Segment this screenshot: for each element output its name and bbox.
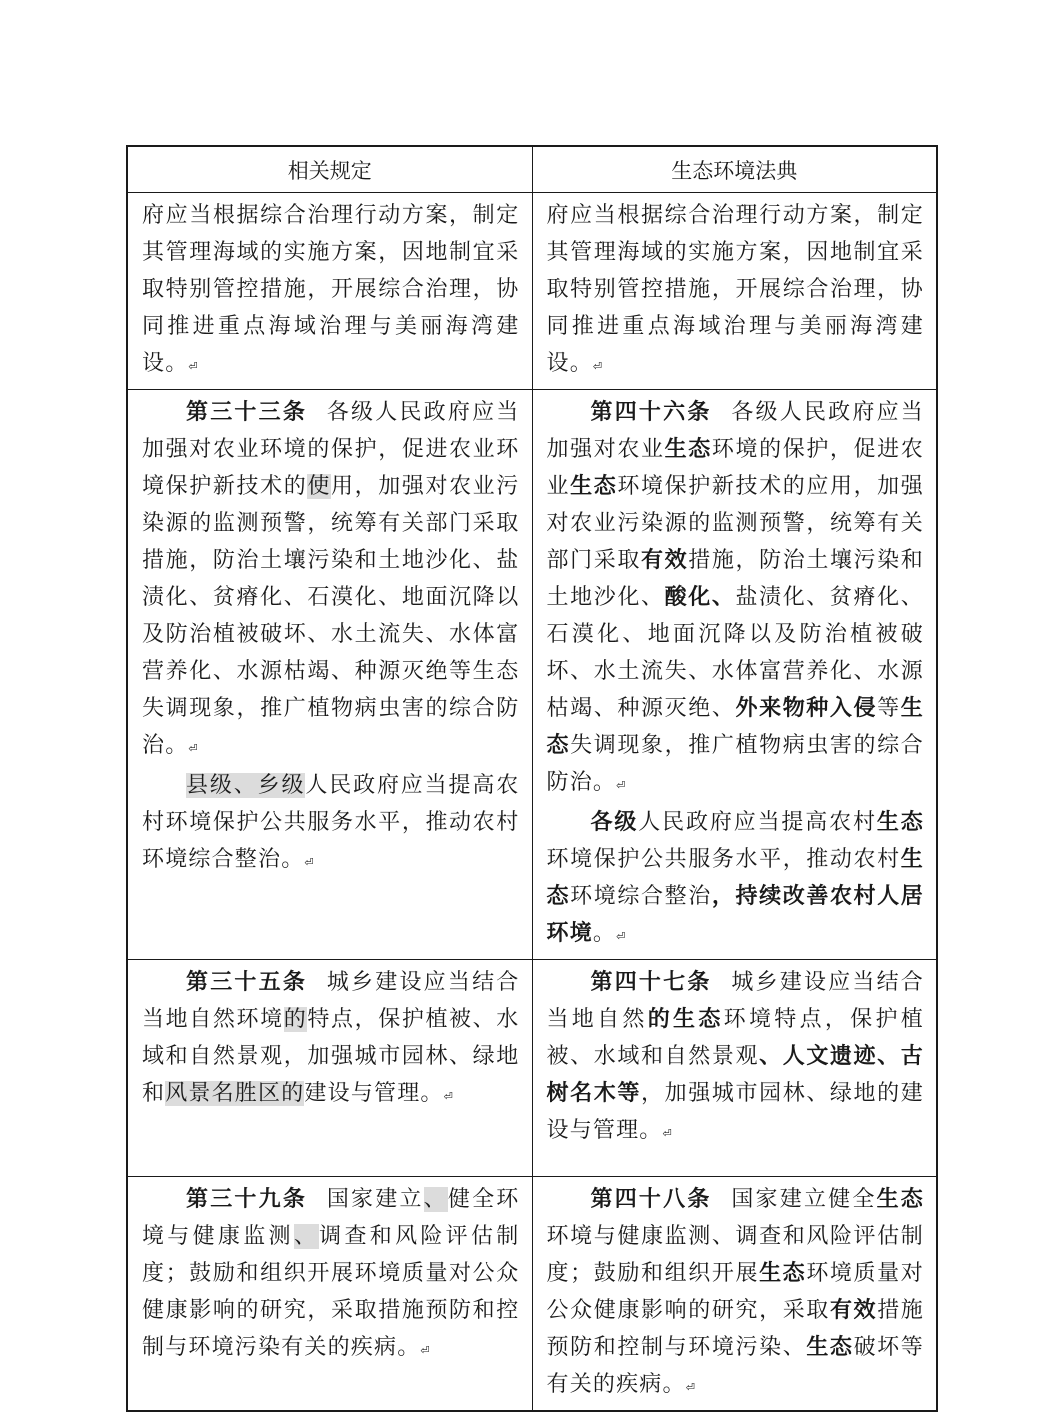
left-cell [127, 193, 532, 390]
paragraph-text: 府应当根据综合治理行动方案，制定其管理海域的实施方案，因地制宜采取特别管控措施，开展综合治理，协同推进重点海域治理与美丽海湾建设。 [546, 203, 924, 376]
paragraph-mark: ⏎ [616, 930, 626, 943]
paragraph-mark: ⏎ [420, 1344, 430, 1357]
paragraph [547, 394, 925, 804]
paragraph-mark: ⏎ [592, 360, 603, 373]
right-cell [532, 1177, 937, 1412]
paragraph-text: 各级人民政府应当加强对农业生态环境的保护，促进农业生态环境保护新技术的应用，加强对农业污染源的监测预警，统筹有关部门采取有效措施，防治土壤污染和土地沙化、酸化、盐渍化、贫瘠化、石漠化、地面沉降以及防治植被破坏、水土流失、水体富营养化、水源枯竭、种源灭绝、外来物种入侵等生态失调现象，推广植物病虫害的综合防治。 [546, 400, 925, 795]
paragraph [547, 197, 925, 385]
left-cell [127, 1177, 532, 1412]
paragraph-text: 各级人民政府应当加强对农业环境的保护，促进农业环境保护新技术的使用，加强对农业污染源的监测预警，统筹有关部门采取措施，防治土壤污染和土地沙化、盐渍化、贫瘠化、石漠化、地面沉降以及防治植被破坏、水土流失、水体富营养化、水源枯竭、种源灭绝等生态失调现象，推广植物病虫害的综合防治。 [142, 400, 520, 758]
article-number: 第三十九条 [186, 1187, 308, 1212]
paragraph [142, 394, 520, 767]
paragraph [547, 1181, 925, 1406]
article-number: 第三十五条 [186, 970, 308, 995]
article-number: 第四十六条 [590, 400, 712, 425]
paragraph [142, 964, 520, 1115]
paragraph-text: 各级人民政府应当提高农村生态环境保护公共服务水平，推动农村生态环境综合整治，持续改善农村人居环境。 [546, 810, 924, 946]
paragraph-mark: ⏎ [616, 779, 626, 792]
paragraph [142, 767, 520, 881]
right-cell [532, 193, 937, 390]
paragraph-text: 府应当根据综合治理行动方案，制定其管理海域的实施方案，因地制宜采取特别管控措施，开展综合治理，协同推进重点海域治理与美丽海湾建设。 [142, 203, 520, 376]
article-number: 第四十八条 [590, 1187, 712, 1212]
paragraph-text: 国家建立健全生态环境与健康监测、调查和风险评估制度；鼓励和组织开展生态环境质量对公众健康影响的研究，采取有效措施预防和控制与环境污染、生态破坏等有关的疾病。 [546, 1187, 925, 1397]
paragraph [142, 197, 520, 385]
paragraph-text: 城乡建设应当结合当地自然环境的特点，保护植被、水域和自然景观，加强城市园林、绿地和风景名胜区的建设与管理。 [142, 970, 520, 1106]
header-row [127, 146, 937, 193]
paragraph [547, 804, 925, 955]
paragraph [142, 1181, 520, 1369]
paragraph-mark: ⏎ [685, 1381, 695, 1394]
paragraph-text: 人民政府应当提高农村环境保护公共服务水平，推动农村环境综合整治。 [142, 773, 520, 872]
paragraph [547, 964, 925, 1152]
paragraph-mark: ⏎ [304, 856, 314, 869]
table-row [127, 390, 937, 960]
article-number: 第四十七条 [590, 970, 712, 995]
paragraph-text: 城乡建设应当结合当地自然的生态环境特点，保护植被、水域和自然景观、人文遗迹、古树名木等，加强城市园林、绿地的建设与管理。 [546, 970, 924, 1143]
paragraph-text: 国家建立、健全环境与健康监测、调查和风险评估制度；鼓励和组织开展环境质量对公众健康影响的研究，采取措施预防和控制与环境污染有关的疾病。 [142, 1187, 520, 1360]
left-cell [127, 390, 532, 960]
right-cell [532, 390, 937, 960]
paragraph-mark: ⏎ [443, 1090, 453, 1103]
comparison-table [126, 145, 938, 1412]
left-cell [127, 960, 532, 1177]
right-cell [532, 960, 937, 1177]
paragraph-mark: ⏎ [188, 360, 198, 373]
table-row [127, 1177, 937, 1412]
table-row [127, 960, 937, 1177]
paragraph-mark: ⏎ [662, 1127, 672, 1140]
highlighted-text: 县级、乡级 [186, 773, 306, 798]
table-row [127, 193, 937, 390]
header-eco-environment-code: 生态环境法典 [532, 146, 937, 193]
header-related-provisions: 相关规定 [127, 146, 532, 193]
paragraph-mark: ⏎ [188, 742, 198, 755]
article-number: 第三十三条 [186, 400, 308, 425]
